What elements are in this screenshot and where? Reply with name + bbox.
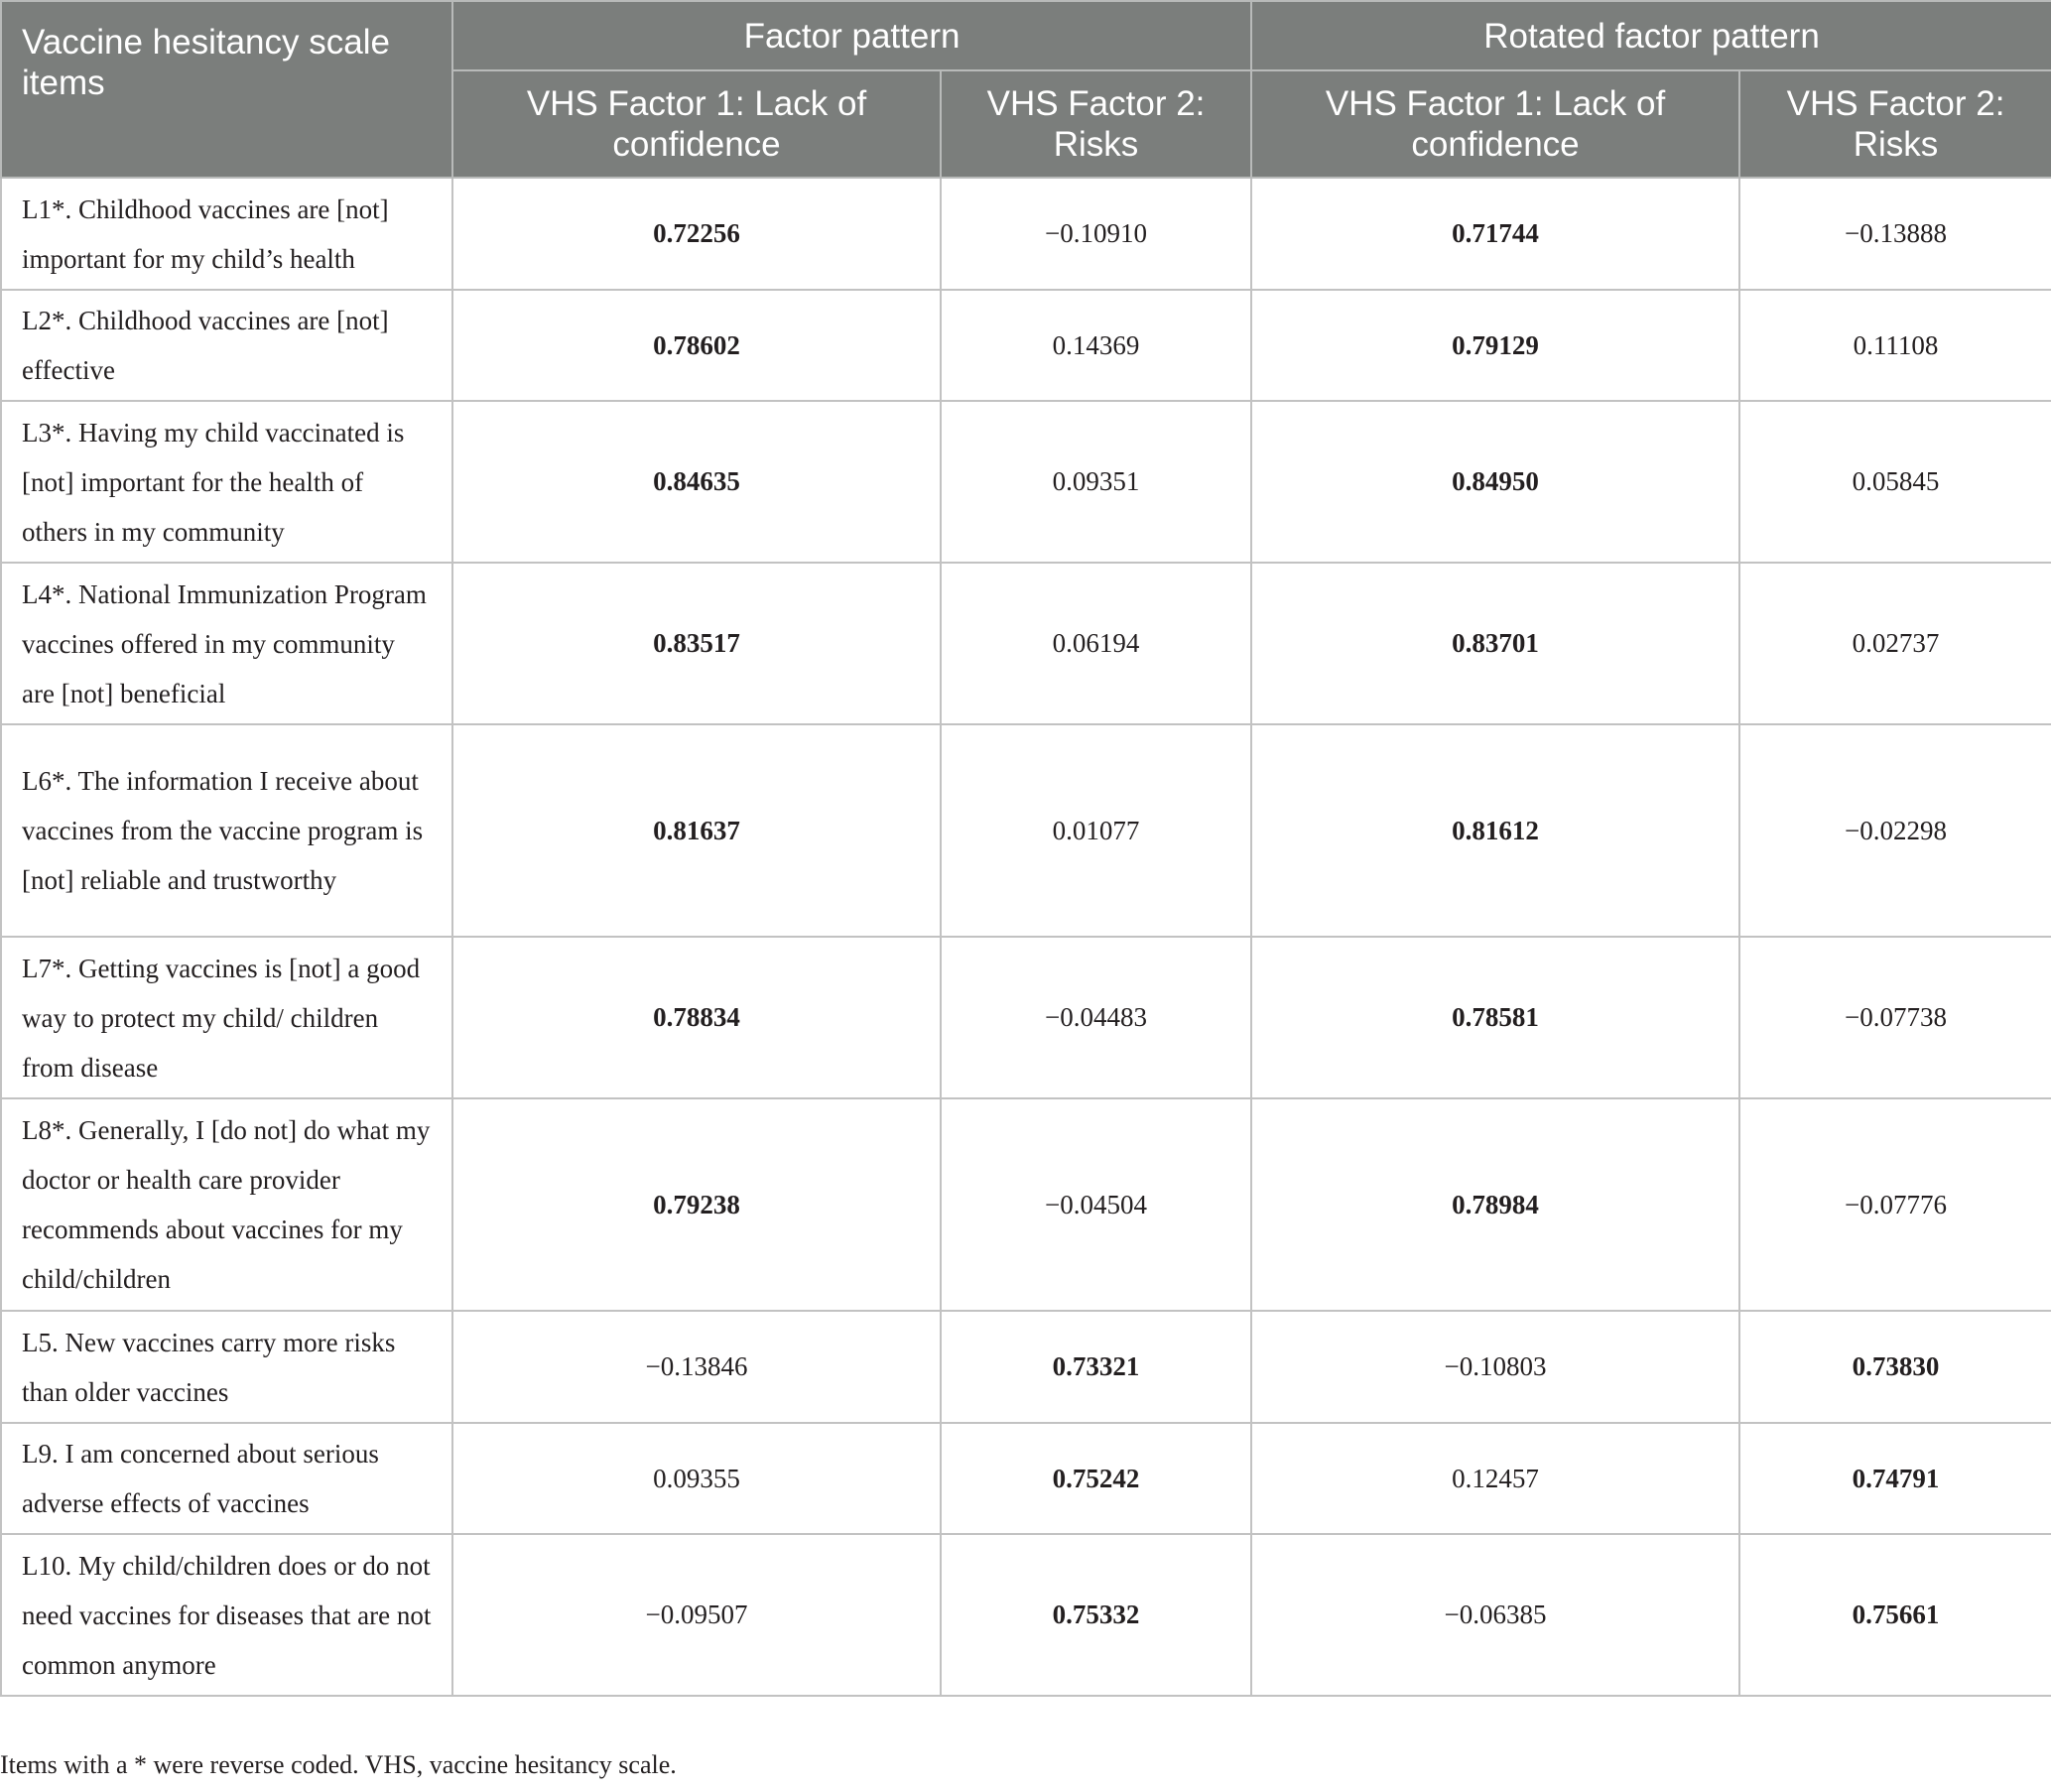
factor2-value: 0.01077	[941, 724, 1251, 937]
factor2-value: 0.75242	[941, 1423, 1251, 1534]
table-row	[1, 1423, 2051, 1534]
rotated-factor1-value: 0.83701	[1251, 563, 1739, 724]
factor2-value: −0.10910	[941, 178, 1251, 290]
item-column-header: Vaccine hesitancy scale items	[1, 1, 452, 178]
rotated-factor2-header: VHS Factor 2: Risks	[1739, 70, 2051, 178]
rotated-factor2-value: −0.13888	[1739, 178, 2051, 290]
table-body	[1, 178, 2051, 1696]
factor1-value: 0.72256	[452, 178, 941, 290]
item-label: L8*. Generally, I [do not] do what my doctor or health care provider recommends about vaccines for my child/children	[1, 1098, 452, 1311]
item-label: L6*. The information I receive about vaccines from the vaccine program is [not] reliable and trustworthy	[1, 724, 452, 937]
table-row	[1, 1311, 2051, 1423]
item-label: L5. New vaccines carry more risks than older vaccines	[1, 1311, 452, 1423]
factor1-value: 0.78834	[452, 937, 941, 1098]
rotated-factor2-value: 0.74791	[1739, 1423, 2051, 1534]
table-row	[1, 178, 2051, 290]
table-row	[1, 563, 2051, 724]
rotated-factor1-value: 0.79129	[1251, 290, 1739, 401]
factor2-value: 0.73321	[941, 1311, 1251, 1423]
rotated-factor2-value: 0.02737	[1739, 563, 2051, 724]
rotated-factor-pattern-header: Rotated factor pattern	[1251, 1, 2051, 70]
factor2-value: −0.04504	[941, 1098, 1251, 1311]
table-header	[1, 1, 2051, 178]
rotated-factor2-value: −0.07776	[1739, 1098, 2051, 1311]
rotated-factor2-value: 0.73830	[1739, 1311, 2051, 1423]
factor2-value: 0.14369	[941, 290, 1251, 401]
table-row	[1, 937, 2051, 1098]
item-label: L3*. Having my child vaccinated is [not] important for the health of others in my community	[1, 401, 452, 563]
factor1-value: 0.83517	[452, 563, 941, 724]
rotated-factor1-value: 0.78984	[1251, 1098, 1739, 1311]
factor1-value: 0.78602	[452, 290, 941, 401]
factor1-value: 0.84635	[452, 401, 941, 563]
item-label: L4*. National Immunization Program vaccines offered in my community are [not] beneficial	[1, 563, 452, 724]
table-row	[1, 1534, 2051, 1696]
rotated-factor1-value: −0.10803	[1251, 1311, 1739, 1423]
rotated-factor2-value: 0.05845	[1739, 401, 2051, 563]
factor2-value: 0.09351	[941, 401, 1251, 563]
rotated-factor1-value: 0.71744	[1251, 178, 1739, 290]
rotated-factor1-value: 0.78581	[1251, 937, 1739, 1098]
table-row	[1, 290, 2051, 401]
rotated-factor1-value: 0.12457	[1251, 1423, 1739, 1534]
item-label: L7*. Getting vaccines is [not] a good way to protect my child/ children from disease	[1, 937, 452, 1098]
rotated-factor2-value: −0.02298	[1739, 724, 2051, 937]
factor-pattern-header: Factor pattern	[452, 1, 1251, 70]
factor2-value: 0.75332	[941, 1534, 1251, 1696]
rotated-factor1-value: 0.84950	[1251, 401, 1739, 563]
rotated-factor1-value: −0.06385	[1251, 1534, 1739, 1696]
rotated-factor2-value: −0.07738	[1739, 937, 2051, 1098]
factor2-value: −0.04483	[941, 937, 1251, 1098]
factor1-value: 0.09355	[452, 1423, 941, 1534]
table-row	[1, 1098, 2051, 1311]
factor1-value: −0.13846	[452, 1311, 941, 1423]
item-label: L2*. Childhood vaccines are [not] effective	[1, 290, 452, 401]
factor1-value: 0.81637	[452, 724, 941, 937]
rotated-factor1-value: 0.81612	[1251, 724, 1739, 937]
table-row	[1, 401, 2051, 563]
factor2-header: VHS Factor 2: Risks	[941, 70, 1251, 178]
factor2-value: 0.06194	[941, 563, 1251, 724]
rotated-factor1-header: VHS Factor 1: Lack of confidence	[1251, 70, 1739, 178]
table-footnote: Items with a * were reverse coded. VHS, vaccine hesitancy scale.	[0, 1750, 677, 1779]
factor1-value: 0.79238	[452, 1098, 941, 1311]
table-row	[1, 724, 2051, 937]
factor1-header: VHS Factor 1: Lack of confidence	[452, 70, 941, 178]
item-label: L10. My child/children does or do not need vaccines for diseases that are not common anymore	[1, 1534, 452, 1696]
rotated-factor2-value: 0.75661	[1739, 1534, 2051, 1696]
item-label: L1*. Childhood vaccines are [not] important for my child’s health	[1, 178, 452, 290]
item-label: L9. I am concerned about serious adverse effects of vaccines	[1, 1423, 452, 1534]
rotated-factor2-value: 0.11108	[1739, 290, 2051, 401]
factor1-value: −0.09507	[452, 1534, 941, 1696]
